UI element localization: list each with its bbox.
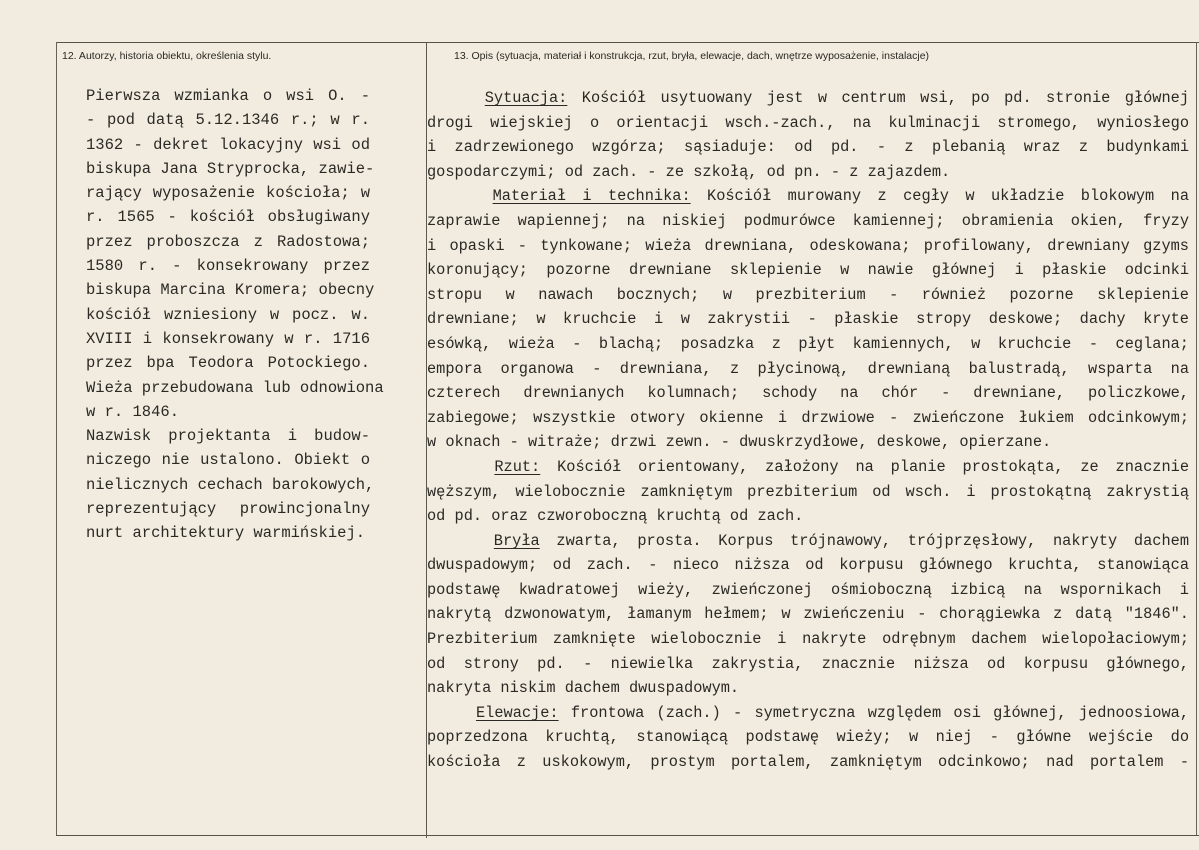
header-authors-history: 12. Autorzy, historia obiektu, określenia stylu. [62,50,272,62]
section-material-line: i opaski - tynkowane; wieża drewniana, odeskowana; profilowany, drewniany gzyms [427,236,1189,255]
history-line: przez proboszcza z Radostowa; [86,232,370,251]
section-material-line: Materiał i technika: Kościół murowany z cegły w układzie blokowym na [492,187,1189,206]
section-material-line: zabiegowe; wszystkie otwory okienne i drzwiowe - zwieńczone łukiem odcinkowym; [427,408,1189,427]
history-line: reprezentujący prowincjonalny [86,500,370,519]
section-material-line: esówką, wieża - blachą; posadzka z płyt kamiennych, w kruchcie - ceglana; [427,334,1189,353]
history-line: Wieża przebudowana lub odnowiona [86,378,384,397]
section-label-material: Materiał i technika: [492,187,691,206]
section-sytuacja-line: drogi wiejskiej o orientacji wsch.-zach., na kulminacji stromego, wyniosłego [427,113,1189,132]
history-line: biskupa Marcina Kromera; obecny [86,281,375,300]
section-rzut-line: Rzut: Kościół orientowany, założony na planie prostokąta, ze znacznie [494,457,1189,476]
section-rzut-line: od pd. oraz czworoboczną kruchtą od zach. [427,507,804,526]
section-bryla-line: nakrytą dzwonowatym, łamanym hełmem; w zwieńczeniu - chorągiewka z datą "1846". [427,605,1189,624]
history-line: 1580 r. - konsekrowany przez [86,257,370,276]
history-text [86,84,384,546]
section-material-line: zaprawie wapiennej; na niskiej podmurówce kamiennej; obramienia okien, fryzy [427,211,1189,230]
description-text [427,86,1189,775]
section-elewacje-line: kościoła z uskokowym, prostym portalem, zamkniętym odcinkowo; nad portalem - [427,753,1189,772]
history-line: Nazwisk projektanta i budow- [86,427,370,446]
section-label-bryla: Bryła [493,531,540,550]
section-bryla-line: dwuspadowym; od zach. - nieco niższa od korpusu głównego kruchta, stanowiąca [427,556,1189,575]
section-material-line: drewniane; w kruchcie i w zakrystii - płaskie stropy deskowe; dachy kryte [427,310,1189,329]
history-line: XVIII i konsekrowany w r. 1716 [86,329,370,348]
header-description: 13. Opis (sytuacja, materiał i konstrukcja, rzut, bryła, elewacje, dach, wnętrze wyposażenie, instalacje) [454,50,930,62]
section-bryla-line: podstawę kwadratowej wieży, zwieńczonej ośmioboczną izbicą na wspornikach i [427,580,1189,599]
section-elewacje-line: poprzedzona kruchtą, stanowiącą podstawę wieży; w niej - główne wejście do [427,728,1189,747]
history-line: biskupa Jana Stryprocka, zawie- [86,159,375,178]
history-line: niczego nie ustalono. Obiekt o [86,451,370,470]
history-line: rający wyposażenie kościoła; w [86,184,370,203]
history-line: kościół wzniesiony w pocz. w. [86,305,370,324]
section-bryla-line: od strony pd. - niewielka zakrystia, znacznie niższa od korpusu głównego, [427,654,1189,673]
section-material-line: koronujący; pozorne drewniane sklepienie w nawie głównej i płaskie odcinki [427,261,1189,280]
section-material-line: empora organowa - drewniana, z płycinową, drewnianą balustradą, wsparta na [427,359,1189,378]
history-line: Pierwsza wzmianka o wsi O. - [86,87,370,105]
frame-bottom-line [56,835,1199,836]
section-material-line: stropu w nawach bocznych; w prezbiterium - również pozorne sklepienie [427,285,1189,304]
section-bryla-line: Bryła zwarta, prosta. Korpus trójnawowy, trójprzęsłowy, nakryty dachem [493,531,1189,550]
history-line: przez bpa Teodora Potockiego. [86,354,370,373]
history-line: w r. 1846. [86,402,180,421]
section-rzut-line: węższym, wielobocznie zamkniętym prezbiterium od wsch. i prostokątną zakrystią [427,482,1189,501]
section-bryla-line: Prezbiterium zamknięte wielobocznie i nakryte odrębnym dachem wielopołaciowym; [427,630,1189,649]
frame-top-line [56,42,1199,43]
history-line: nielicznych cechach barokowych, [86,475,375,494]
history-line: r. 1565 - kościół obsługiwany [86,208,370,227]
history-line: 1362 - dekret lokacyjny wsi od [86,135,370,154]
section-elewacje-line: Elewacje: frontowa (zach.) - symetryczna względem osi głównej, jednoosiowa, [475,703,1189,722]
section-material-line: w oknach - witraże; drzwi zewn. - dwuskrzydłowe, deskowe, opierzane. [427,433,1052,452]
section-label-elewacje: Elewacje: [475,703,559,722]
section-label-sytuacja: Sytuacja: [484,89,568,107]
section-bryla-line: nakryta niskim dachem dwuspadowym. [427,679,740,698]
section-sytuacja-line: Sytuacja: Kościół usytuowany jest w centrum wsi, po pd. stronie głównej [484,89,1190,107]
section-material-line: czterech drewnianych kolumnach; schody na chór - drewniane, policzkowe, [427,384,1189,403]
history-line: nurt architektury warmińskiej. [86,524,366,543]
frame-right-line [1196,42,1197,836]
section-sytuacja-line: i zadrzewionego wzgórza; sąsiaduje: od pd. - z plebanią wraz z budynkami [427,138,1189,157]
frame-left-line [56,42,57,836]
history-line: - pod datą 5.12.1346 r.; w r. [86,111,370,130]
section-label-rzut: Rzut: [494,457,541,476]
section-sytuacja-line: gospodarczymi; od zach. - ze szkołą, od pn. - z zajazdem. [427,162,951,181]
